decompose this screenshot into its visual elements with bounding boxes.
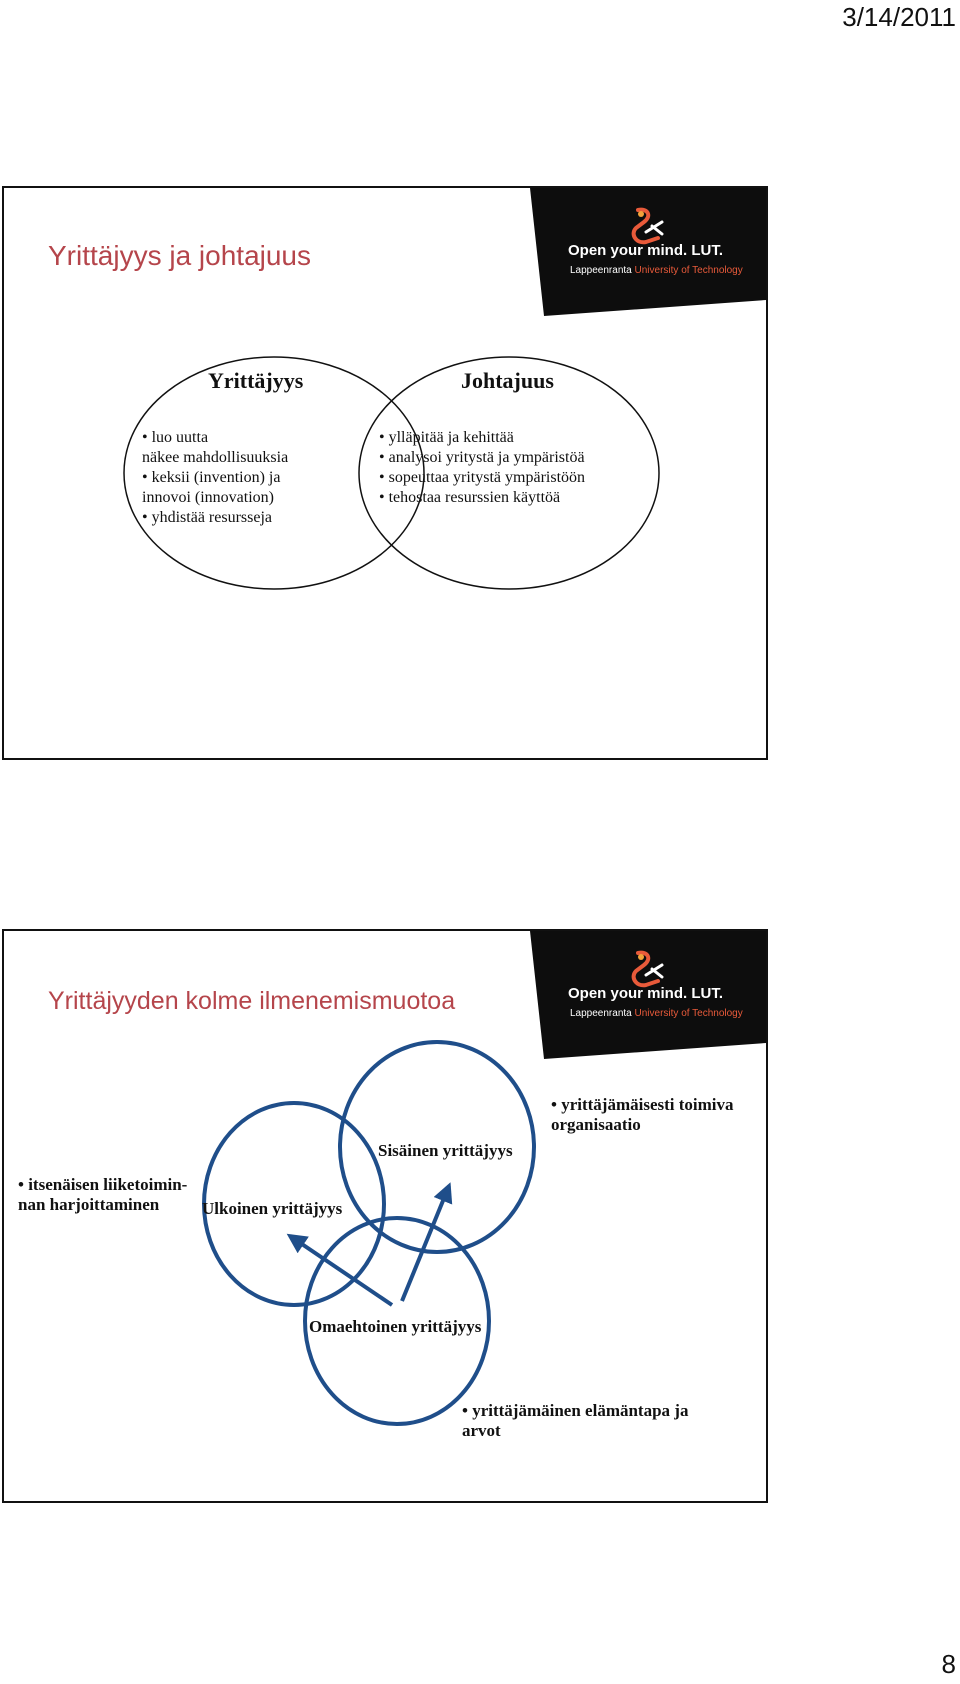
note-line: • yrittäjämäisesti toimiva xyxy=(551,1095,734,1114)
note-text: itsenäisen liiketoimin- xyxy=(28,1175,188,1194)
entrepreneurship-heading: Yrittäjyys xyxy=(208,368,304,393)
list-item: • sopeuttaa yritystä ympäristöön xyxy=(379,468,585,488)
slide2-title: Yrittäjyyden kolme ilmenemismuotoa xyxy=(48,987,456,1015)
slide-three-forms-of-entrepreneurship xyxy=(2,929,768,1503)
slide-entrepreneurship-leadership xyxy=(2,186,768,760)
note-line: arvot xyxy=(462,1421,501,1440)
lut-logo-slogan: Open your mind. LUT. xyxy=(568,985,724,1002)
note-line: nan harjoittaminen xyxy=(18,1195,160,1214)
lut-logo-university xyxy=(570,265,743,276)
lut-logo-slogan: Open your mind. LUT. xyxy=(568,242,724,259)
page-number: 8 xyxy=(941,1649,956,1679)
entrepreneurship-list xyxy=(142,428,288,528)
note-business xyxy=(18,1175,187,1215)
list-item: näkee mahdollisuuksia xyxy=(142,449,289,466)
note-line: organisaatio xyxy=(551,1115,641,1134)
label-own: Omaehtoinen yrittäjyys xyxy=(309,1317,482,1336)
list-item: • ylläpitää ja kehittää xyxy=(379,428,585,448)
list-item: • yhdistää resursseja xyxy=(142,508,288,528)
arrow-to-internal xyxy=(402,1186,449,1301)
note-lifestyle xyxy=(462,1401,688,1441)
list-item: • analysoi yritystä ja ympäristöä xyxy=(379,448,585,468)
list-item: • keksii (invention) ja xyxy=(142,468,288,488)
lut-logo-university xyxy=(570,1008,743,1019)
print-date: 3/14/2011 xyxy=(842,2,956,32)
note-line: • yrittäjämäinen elämäntapa ja xyxy=(462,1401,689,1420)
lut-logo-university-name: Lappeenranta xyxy=(570,1008,632,1019)
list-item: innovoi (innovation) xyxy=(142,489,274,506)
note-line: • itsenäisen liiketoimin- xyxy=(18,1175,188,1194)
label-internal: Sisäinen yrittäjyys xyxy=(378,1141,513,1160)
note-text: yrittäjämäinen elämäntapa ja xyxy=(472,1401,689,1420)
slide1-title: Yrittäjyys ja johtajuus xyxy=(48,240,312,271)
lut-logo-university-tech: University of Technology xyxy=(634,1008,743,1019)
list-item: • luo uutta xyxy=(142,428,288,448)
label-external: Ulkoinen yrittäjyys xyxy=(202,1199,343,1218)
note-organisation xyxy=(551,1095,734,1135)
list-item: • tehostaa resurssien käyttöä xyxy=(379,488,585,508)
leadership-list xyxy=(379,428,585,508)
lut-logo-university-tech: University of Technology xyxy=(634,265,743,276)
leadership-heading: Johtajuus xyxy=(461,368,554,393)
note-text: yrittäjämäisesti toimiva xyxy=(561,1095,734,1114)
lut-logo-university-name: Lappeenranta xyxy=(570,265,632,276)
